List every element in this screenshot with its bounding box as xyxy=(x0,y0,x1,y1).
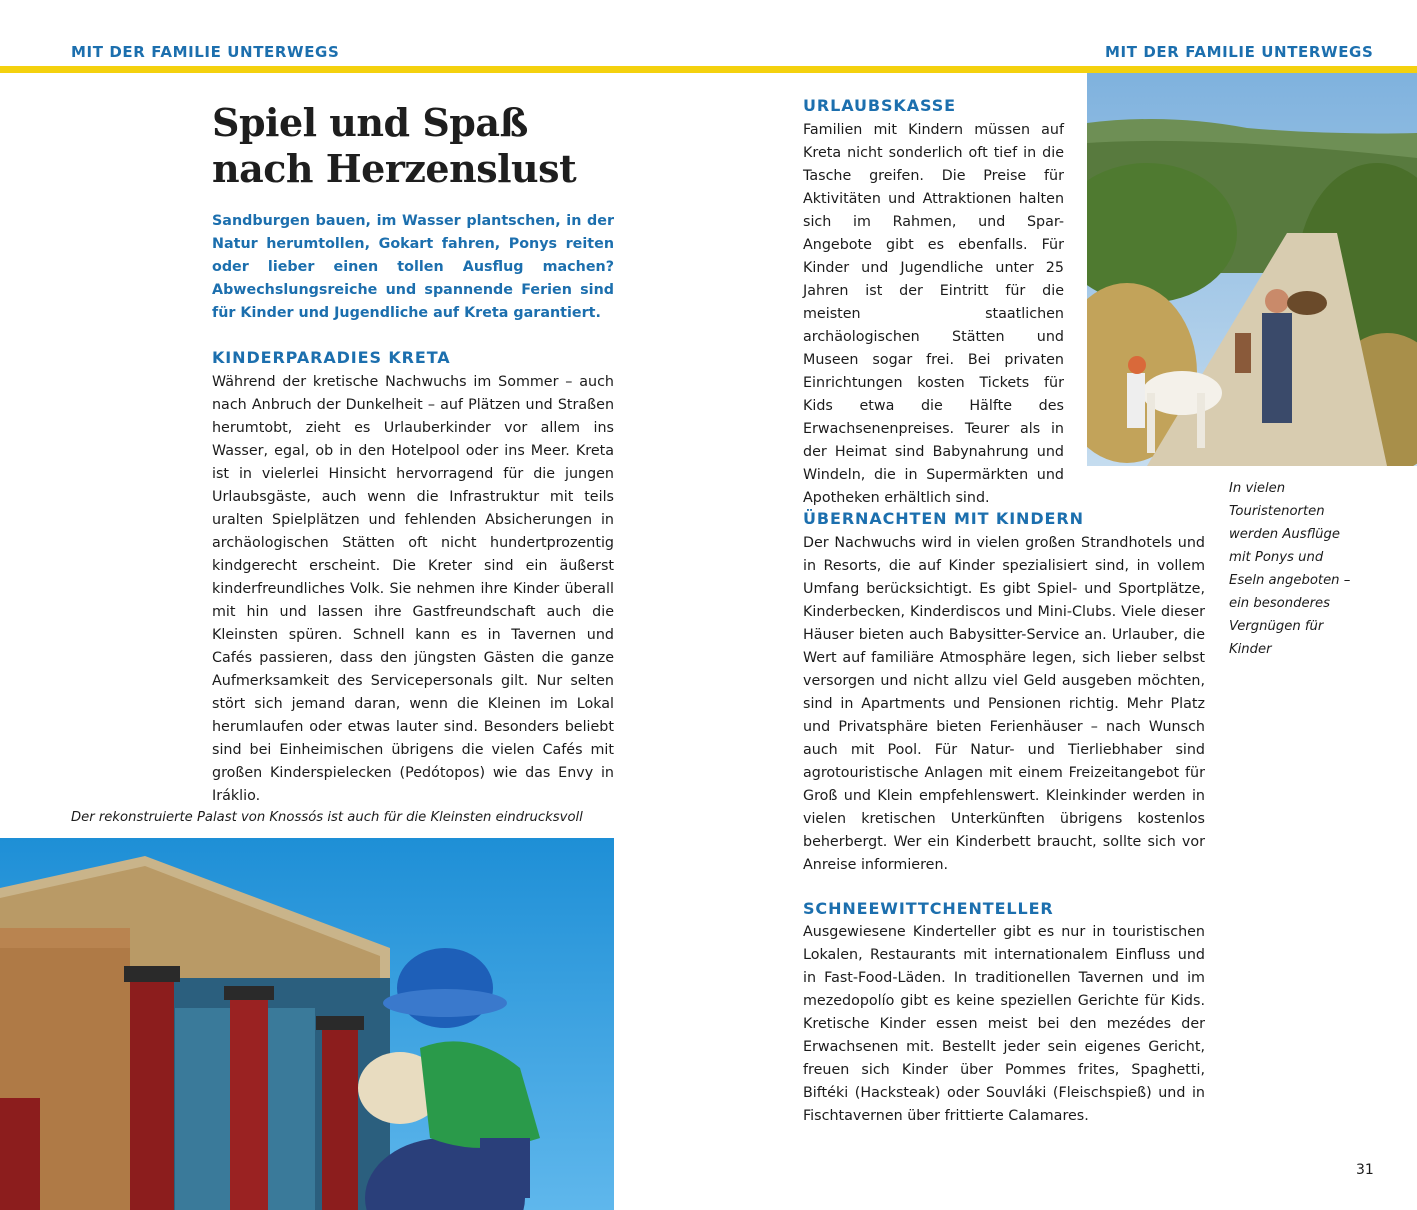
left-running-head: MIT DER FAMILIE UNTERWEGS xyxy=(71,43,340,61)
article-title: Spiel und Spaß nach Herzenslust xyxy=(212,100,577,191)
heading-uebernachten: ÜBERNACHTEN MIT KINDERN xyxy=(803,509,1084,528)
knossos-photo xyxy=(0,838,614,1210)
text-urlaubskasse: Familien mit Kindern müssen auf Kreta nicht sonderlich oft tief in die Tasche greifen. Die Preise für Aktivitäten und Attraktionen halten sich im Rahmen, und Spar-Angebote gibt es ebenfalls. Für Kinder und Jugendliche unter 25 Jahren ist der Eintritt für die meisten staatlichen archäologischen Stätten und Museen sogar frei. Bei privaten Einrichtungen kosten Tickets für Kids etwa die Hälfte des Erwachsenenpreises. Teurer als in der Heimat sind Babynahrung und Windeln, die in Supermärkten und Apotheken erhältlich sind. xyxy=(803,122,1064,506)
text-kinderparadies: Während der kretische Nachwuchs im Sommer – auch nach Anbruch der Dunkelheit – auf Plätzen und Straßen herumtobt, zieht es Urlauberkinder vor allem ins Wasser, egal, ob in den Hotelpool oder ins Meer. Kreta ist in vielerlei Hinsicht hervorragend für die jungen Urlaubsgäste, auch wenn die Infrastruktur mit teils uralten Spielplätzen und fehlenden Absicherungen in archäologischen Stätten oft nicht hundertprozentig kindgerecht erscheint. Die Kreter sind ein äußerst kinderfreundliches Volk. Sie nehmen ihre Kinder überall mit hin und lassen ihre Gastfreundschaft auch die Kleinsten spüren. Schnell kann es in Tavernen und Cafés passieren, dass den jüngsten Gästen die ganze Aufmerksamkeit des Servicepersonals gilt. Nur selten stört sich jemand daran, wenn die Kleinen im Lokal herumlaufen oder etwas lauter sind. Besonders beliebt sind bei Einheimischen übrigens die vielen Cafés mit großen Kinderspielecken (Pedótopos) wie das Envy in Iráklio. xyxy=(212,374,614,804)
text-uebernachten: Der Nachwuchs wird in vielen großen Strandhotels und in Resorts, die auf Kinder spezialisiert sind, in vollem Umfang berücksichtigt. Es gibt Spiel- und Sportplätze, Kinderbecken, Kinderdiscos und Mini-Clubs. Viele dieser Häuser bieten auch Babysitter-Service an. Urlauber, die Wert auf familiäre Atmosphäre legen, sich lieber selbst versorgen und nicht allzu viel Geld ausgeben möchten, sind in Apartments und Pensionen richtig. Mehr Platz und Privatsphäre bieten Ferienhäuser – nach Wunsch auch mit Pool. Für Natur- und Tierliebhaber sind agrotouristische Anlagen mit einem Freizeitangebot für Groß und Klein empfehlenswert. Kleinkinder werden in vielen kretischen Unterkünften übrigens kostenlos beherbergt. Wer ein Kinderbett braucht, sollte sich vor Anreise informieren. xyxy=(803,535,1205,873)
caption-ponys: In vielen Touristenorten werden Ausflüge mit Ponys und Eseln angeboten – ein besonderes Vergnügen für Kinder xyxy=(1229,481,1351,657)
heading-kinderparadies: KINDERPARADIES KRETA xyxy=(212,348,451,367)
text-schneewittchenteller: Ausgewiesene Kinderteller gibt es nur in touristischen Lokalen, Restaurants mit internationalem Einfluss und in Fast-Food-Läden. In traditionellen Tavernen und im mezedopolío gibt es keine speziellen Gerichte für Kids. Kretische Kinder essen meist bei den mezédes der Erwachsenen mit. Bestellt jeder sein eigenes Gericht, freuen sich Kinder über Pommes frites, Spaghetti, Biftéki (Hacksteak) oder Souvláki (Fleischspieß) und in Fischtavernen über frittierte Calamares. xyxy=(803,924,1205,1124)
page-number: 31 xyxy=(1356,1162,1374,1178)
heading-schneewittchenteller: SCHNEEWITTCHENTELLER xyxy=(803,899,1054,918)
right-running-head: MIT DER FAMILIE UNTERWEGS xyxy=(1105,43,1374,61)
heading-urlaubskasse: URLAUBSKASSE xyxy=(803,96,956,115)
pony-photo xyxy=(1087,73,1417,466)
article-lead: Sandburgen bauen, im Wasser plantschen, in der Natur herumtollen, Gokart fahren, Ponys reiten oder lieber einen tollen Ausflug machen? Abwechslungsreiche und spannende Ferien sind für Kinder und Jugendliche auf Kreta garantiert. xyxy=(212,213,614,321)
caption-knossos: Der rekonstruierte Palast von Knossós ist auch für die Kleinsten eindrucksvoll xyxy=(71,810,583,825)
header-rule xyxy=(0,66,1417,73)
